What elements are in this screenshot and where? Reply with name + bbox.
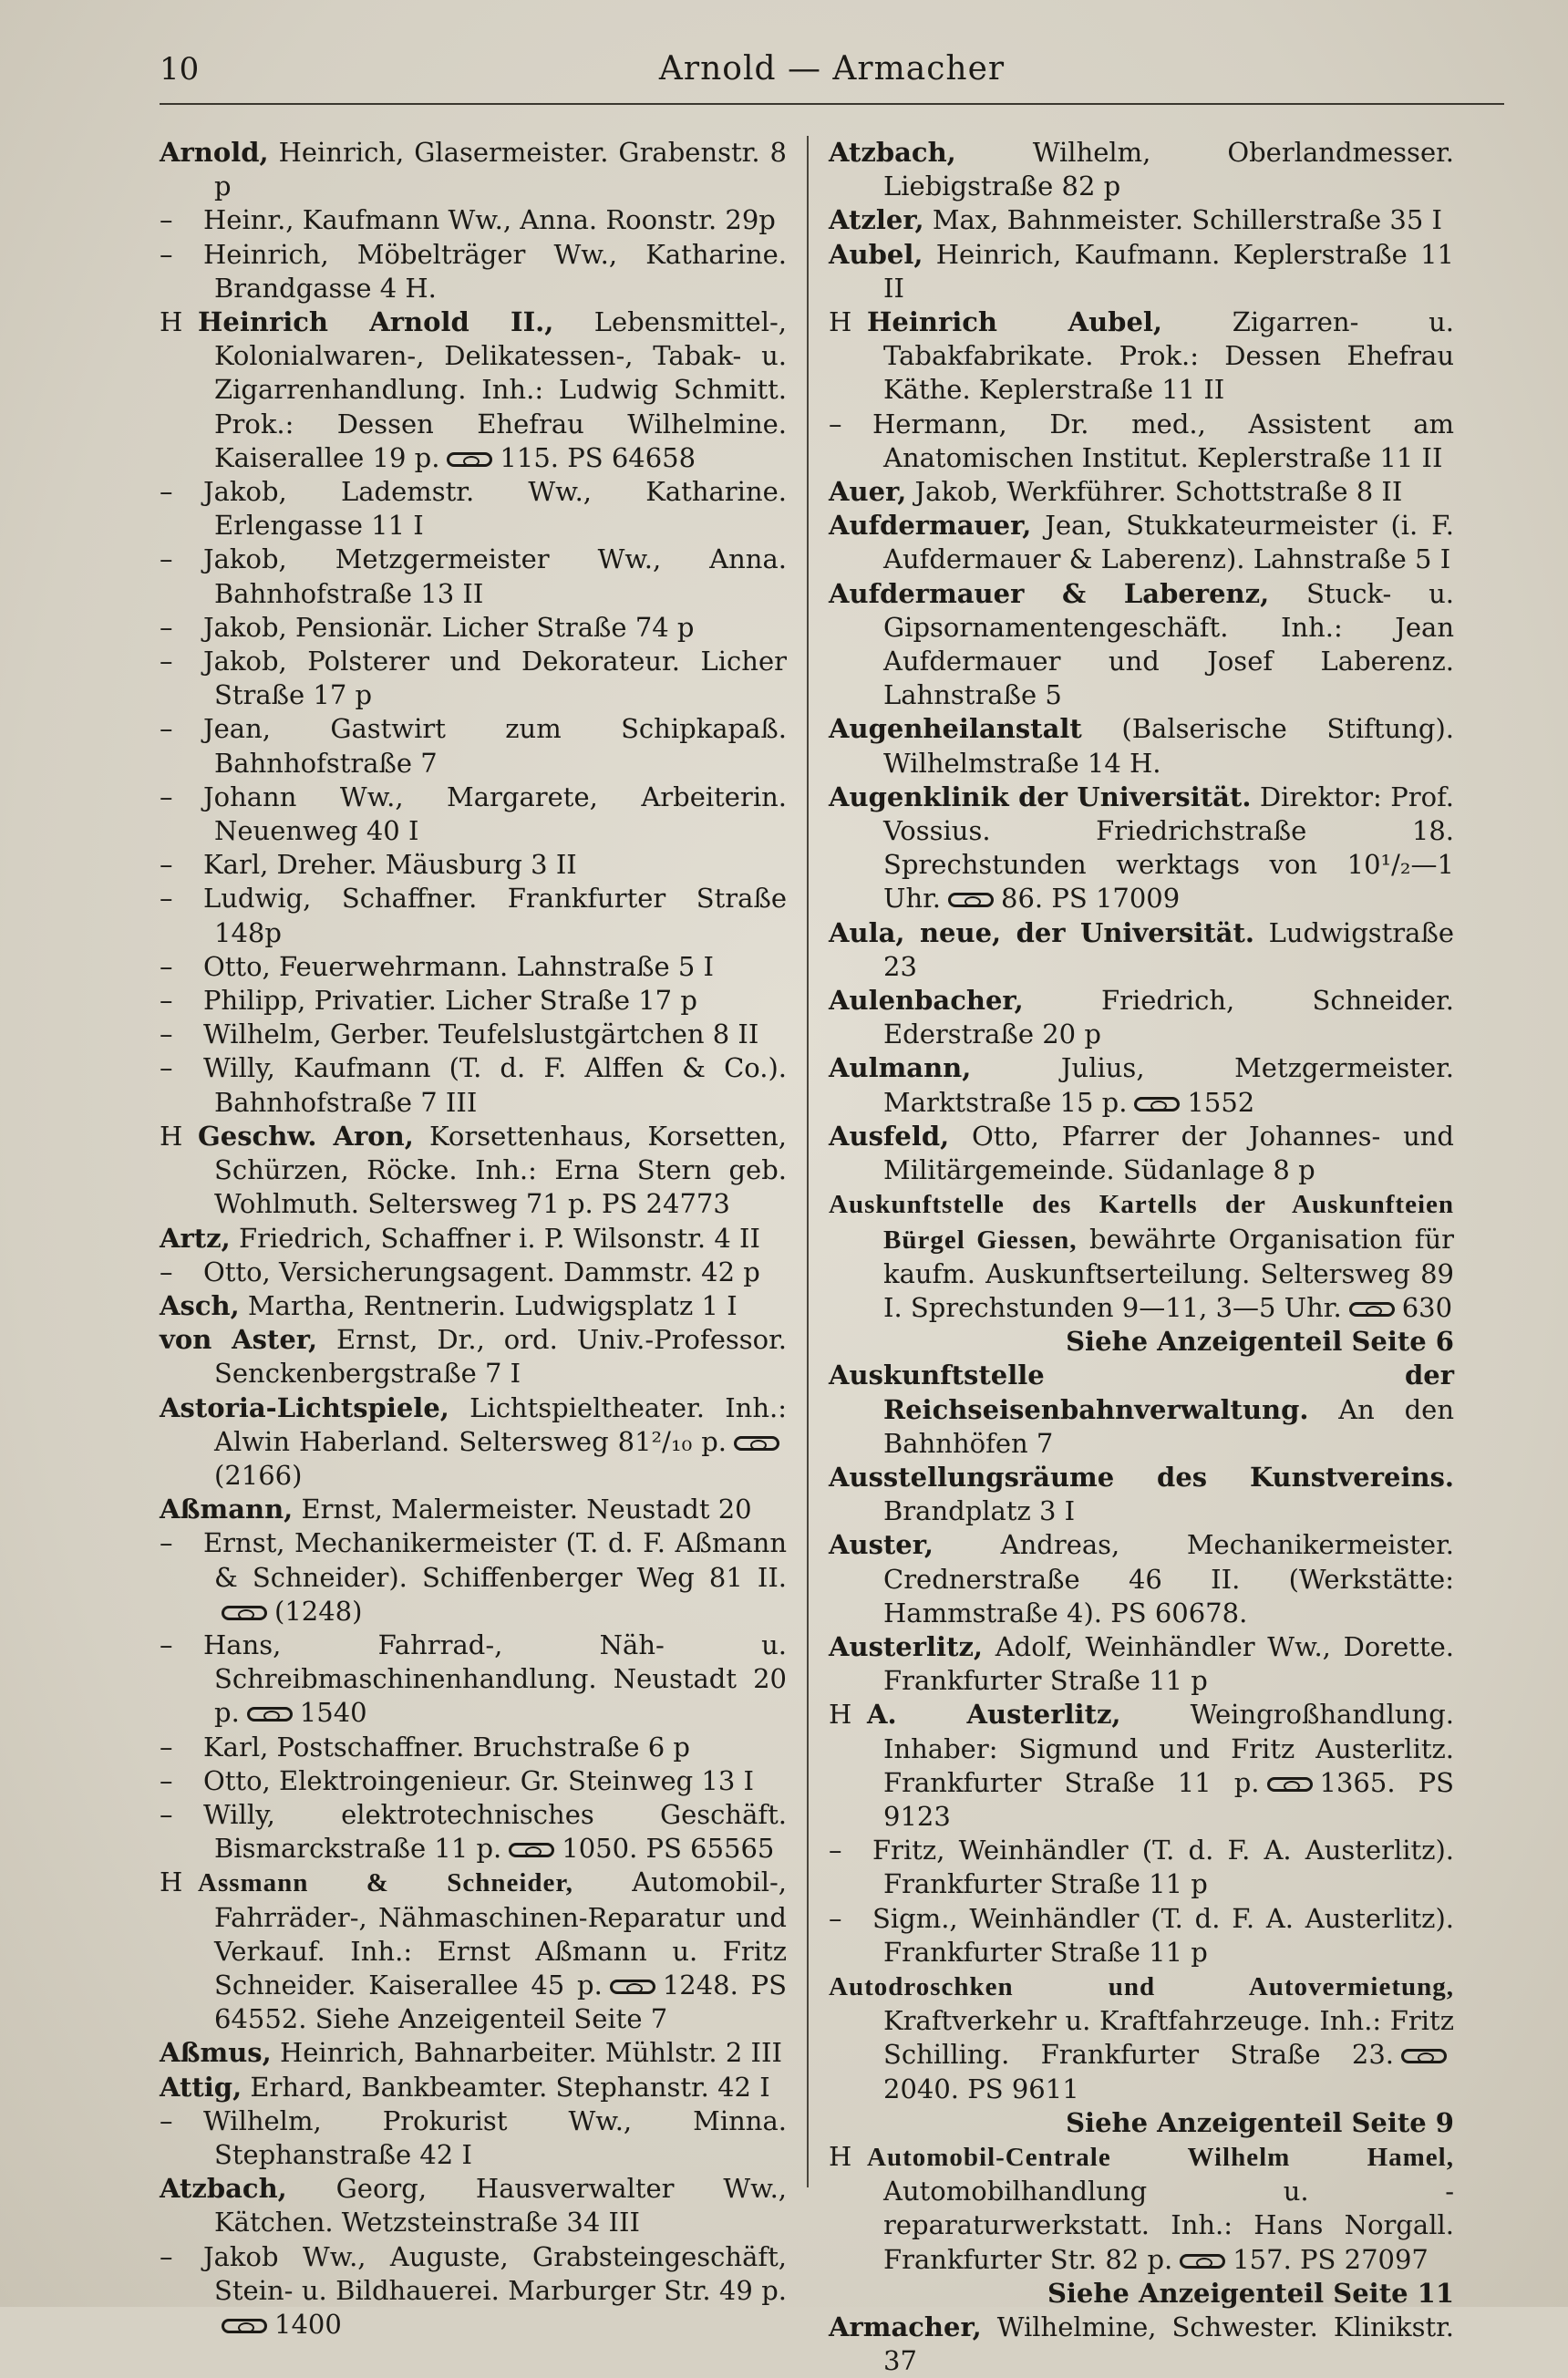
entry-text: Jakob, Polsterer und Dekorateur. Licher Straße 17 p	[203, 646, 787, 711]
entry-text: Lebensmittel-, Kolonialwaren-, Delikatessen-, Tabak- u. Zigarrenhandlung. Inh.: Ludwig Schmitt. Prok.: Dessen Ehefrau Wilhelmine. Kaiserallee 19 p.	[214, 306, 787, 473]
ditto-dash: –	[829, 1835, 842, 1866]
directory-entry	[160, 1120, 787, 1222]
register-mark: H	[160, 1120, 183, 1152]
entry-text: Direktor: Prof. Vossius. Friedrichstraße 18. Sprechstunden werktags von 10¹/₂—1 Uhr.	[883, 781, 1455, 915]
directory-entry	[160, 136, 787, 203]
directory-entry	[829, 984, 1454, 1051]
entry-name: Astoria-Lichtspiele,	[160, 1391, 449, 1423]
directory-entry	[160, 1764, 787, 1798]
entry-text: Heinrich, Bahnarbeiter. Mühlstr. 2 III	[279, 2037, 782, 2069]
entry-text: Erhard, Bankbeamter. Stephanstr. 42 I	[250, 2071, 770, 2103]
directory-entry	[160, 1391, 787, 1494]
columns	[160, 136, 1504, 2377]
entry-text: Johann Ww., Margarete, Arbeiterin. Neuenweg 40 I	[203, 781, 787, 847]
telephone-icon	[1401, 2049, 1447, 2063]
entry-text: Karl, Dreher. Mäusburg 3 II	[203, 849, 577, 881]
ditto-dash: –	[160, 1764, 173, 1796]
phone-number: 1552	[1187, 1086, 1255, 1118]
ditto-dash: –	[160, 1052, 173, 1084]
directory-entry	[160, 950, 787, 984]
entry-text: Heinrich, Glasermeister. Grabenstr. 8 p	[214, 137, 787, 202]
entry-text: Stuck- u. Gipsornamentengeschäft. Inh.: Jean Aufdermauer und Josef Laberenz. Lahnstraße 5	[883, 577, 1454, 711]
entry-text: Friedrich, Schneider. Ederstraße 20 p	[883, 985, 1455, 1050]
entry-text: Willy, elektrotechnisches Geschäft. Bismarckstraße 11 p.	[203, 1798, 787, 1865]
directory-entry	[829, 408, 1454, 475]
phone-number: 115.	[500, 441, 559, 473]
ditto-dash: –	[829, 408, 842, 439]
entry-text: Jakob, Lademstr. Ww., Katharine. Erlengasse 11 I	[203, 476, 787, 542]
entry-name: Aulenbacher,	[829, 985, 1024, 1017]
entry-name: Artz,	[160, 1222, 231, 1254]
directory-entry	[829, 916, 1454, 984]
entry-name: Auer,	[829, 476, 907, 508]
directory-entry	[160, 781, 787, 848]
ditto-dash: –	[160, 2104, 173, 2136]
phone-number: 1540	[299, 1697, 367, 1729]
directory-entry	[829, 1187, 1454, 1325]
ditto-dash: –	[829, 1902, 842, 1934]
directory-entry	[829, 1970, 1454, 2106]
entry-text: Jakob Ww., Auguste, Grabsteingeschäft, Stein- u. Bildhauerei. Marburger Str. 49 p.	[203, 2240, 787, 2306]
directory-entry	[160, 2104, 787, 2172]
entry-text: Willy, Kaufmann (T. d. F. Alffen & Co.). Bahnhofstraße 7 III	[203, 1052, 787, 1118]
entry-name: Atzler,	[829, 204, 924, 236]
register-mark: H	[829, 2140, 852, 2172]
entry-text: Brandplatz 3 I	[883, 1495, 1076, 1527]
entry-text: Ernst, Dr., ord. Univ.-Professor. Senckenbergstraße 7 I	[214, 1324, 787, 1390]
entry-text: Adolf, Weinhändler Ww., Dorette. Frankfurter Straße 11 p	[883, 1630, 1454, 1697]
directory-entry	[160, 1628, 787, 1731]
entry-name: Aufdermauer & Laberenz,	[829, 577, 1270, 609]
entry-text: Heinrich, Kaufmann. Keplerstraße 11 II	[883, 238, 1454, 304]
directory-entry	[160, 1731, 787, 1764]
directory-entry	[160, 238, 787, 305]
directory-entry	[829, 203, 1454, 237]
entry-text: Karl, Postschaffner. Bruchstraße 6 p	[203, 1731, 690, 1763]
entry-text: Fritz, Weinhändler (T. d. F. A. Austerlitz). Frankfurter Straße 11 p	[872, 1835, 1454, 1900]
firm-name: Assmann & Schneider,	[198, 1868, 573, 1898]
entry-name: Ausfeld,	[829, 1120, 950, 1152]
telephone-icon	[948, 893, 994, 907]
entry-text: Jean, Stukkateurmeister (i. F. Aufdermauer & Laberenz). Lahnstraße 5 I	[883, 510, 1454, 575]
ditto-dash: –	[160, 204, 173, 236]
entry-text: Jakob, Pensionär. Licher Straße 74 p	[203, 611, 695, 643]
entry-name: Geschw. Aron,	[198, 1120, 414, 1152]
entry-name: Aulmann,	[829, 1052, 972, 1084]
entry-text: Wilhelmine, Schwester. Klinikstr. 37	[883, 2311, 1454, 2377]
entry-text: Otto, Pfarrer der Johannes- und Militärgemeinde. Südanlage 8 p	[883, 1120, 1454, 1186]
entry-name: Auskunftstelle der Reichseisenbahnverwaltung.	[829, 1360, 1454, 1425]
firm-name: Autodroschken und Autovermietung,	[829, 1971, 1454, 2001]
entry-text: Andreas, Mechanikermeister. Crednerstraße 46 II. (Werkstätte: Hammstraße 4). PS 60678.	[883, 1529, 1454, 1628]
register-mark: H	[829, 1699, 852, 1731]
ditto-dash: –	[160, 849, 173, 881]
entry-name: Attig,	[160, 2071, 242, 2103]
entry-name: Auster,	[829, 1529, 934, 1561]
directory-entry	[160, 1222, 787, 1256]
directory-entry	[160, 543, 787, 610]
ditto-dash: –	[160, 1731, 173, 1763]
ditto-dash: –	[160, 646, 173, 677]
directory-entry	[829, 2140, 1454, 2277]
ditto-dash: –	[160, 543, 173, 575]
entry-text: Wilhelm, Prokurist Ww., Minna. Stephanstraße 42 I	[203, 2104, 787, 2170]
postal-account: PS 64658	[567, 441, 696, 473]
entry-text: Automobil-, Fahrräder-, Nähmaschinen-Reparatur und Verkauf. Inh.: Ernst Aßmann u. Fritz Schneider. Kaiserallee 45 p.	[214, 1866, 788, 2001]
entry-name: Asch,	[160, 1289, 240, 1321]
directory-entry	[160, 1051, 787, 1119]
telephone-icon	[222, 1606, 267, 1620]
directory-entry	[160, 848, 787, 882]
directory-entry	[160, 1018, 787, 1051]
entry-text: Ludwig, Schaffner. Frankfurter Straße 148p	[203, 883, 787, 948]
directory-entry	[160, 2240, 787, 2342]
directory-entry	[829, 577, 1454, 713]
directory-entry	[829, 238, 1454, 305]
directory-entry	[829, 1528, 1454, 1630]
directory-entry	[160, 203, 787, 237]
entry-text: Sigm., Weinhändler (T. d. F. A. Austerlitz). Frankfurter Straße 11 p	[872, 1902, 1454, 1968]
register-mark: H	[160, 1866, 183, 1898]
entry-text: Ernst, Mechanikermeister (T. d. F. Aßmann & Schneider). Schiffenberger Weg 81 II.	[203, 1527, 787, 1593]
phone-number: 1365.	[1319, 1766, 1396, 1798]
entry-text: Jakob, Werkführer. Schottstraße 8 II	[914, 476, 1403, 508]
entry-name: Atzbach,	[829, 137, 956, 168]
entry-text: Jean, Gastwirt zum Schipkapaß. Bahnhofstraße 7	[203, 713, 787, 779]
entry-name: Heinrich Aubel,	[867, 306, 1163, 338]
directory-entry	[160, 611, 787, 645]
phone-number: 86.	[1001, 883, 1044, 915]
ditto-dash: –	[160, 238, 173, 270]
directory-entry	[829, 2311, 1454, 2378]
directory-entry	[160, 1798, 787, 1866]
entry-text: Jakob, Metzgermeister Ww., Anna. Bahnhofstraße 13 II	[203, 543, 787, 609]
firm-name: Auskunftstelle des Kartells der Auskunfteien Bürgel Giessen,	[829, 1190, 1454, 1255]
entry-name: Aßmann,	[160, 1494, 294, 1525]
entry-text: Kraftverkehr u. Kraftfahrzeuge. Inh.: Fritz Schilling. Frankfurter Straße 23.	[883, 2005, 1454, 2071]
directory-entry	[160, 475, 787, 543]
ditto-dash: –	[160, 1527, 173, 1559]
directory-entry	[160, 1323, 787, 1391]
entry-text: Lichtspieltheater. Inh.: Alwin Haberland. Seltersweg 81²/₁₀ p.	[214, 1391, 787, 1457]
directory-entry: Siehe Anzeigenteil Seite 6	[1066, 1326, 1454, 1358]
entry-name: Aula, neue, der Universität.	[829, 916, 1255, 948]
postal-account: PS 9123	[883, 1766, 1455, 1832]
telephone-icon	[610, 1980, 655, 1994]
directory-entry	[160, 1256, 787, 1289]
postal-account: PS 17009	[1051, 883, 1181, 915]
directory-entry	[829, 1461, 1454, 1528]
phone-number: 1400	[274, 2309, 342, 2340]
phone-number: (2166)	[214, 1459, 303, 1491]
phone-number: 157.	[1233, 2243, 1292, 2275]
telephone-icon	[509, 1843, 554, 1857]
entry-text: Martha, Rentnerin. Ludwigsplatz 1 I	[247, 1289, 738, 1321]
phone-number: 2040.	[883, 2073, 960, 2104]
telephone-icon	[222, 2319, 267, 2333]
directory-entry: Siehe Anzeigenteil Seite 9	[1066, 2106, 1454, 2138]
directory-entry	[829, 1698, 1454, 1834]
directory-entry	[829, 475, 1454, 509]
ditto-dash: –	[160, 476, 173, 508]
directory-entry	[160, 305, 787, 475]
ditto-dash: –	[160, 1256, 173, 1287]
entry-text: Wilhelm, Oberlandmesser. Liebigstraße 82 p	[883, 137, 1454, 202]
telephone-icon	[1267, 1777, 1313, 1792]
entry-name: Aufdermauer,	[829, 510, 1032, 542]
directory-entry	[829, 1902, 1454, 1970]
ditto-dash: –	[160, 1628, 173, 1660]
running-head: Arnold — Armacher	[658, 50, 1006, 88]
entry-text: bewährte Organisation für kaufm. Auskunftserteilung. Seltersweg 89 I. Sprechstunden 9—11, 3—5 Uhr.	[883, 1223, 1454, 1323]
register-mark: H	[829, 306, 852, 338]
entry-name: Austerlitz,	[829, 1630, 984, 1662]
directory-entry	[829, 136, 1454, 203]
entry-text: Max, Bahnmeister. Schillerstraße 35 I	[932, 204, 1442, 236]
entry-text: Friedrich, Schaffner i. P. Wilsonstr. 4 II	[238, 1222, 760, 1254]
directory-entry	[160, 984, 787, 1018]
firm-name: Automobil-Centrale Wilhelm Hamel,	[867, 2142, 1454, 2172]
directory-entry	[829, 1359, 1454, 1461]
entry-text: Korsettenhaus, Korsetten, Schürzen, Röcke. Inh.: Erna Stern geb. Wohlmuth. Seltersweg 71 p. PS 24773	[214, 1120, 788, 1220]
ditto-dash: –	[160, 985, 173, 1017]
entry-name: Augenheilanstalt	[829, 713, 1082, 745]
telephone-icon	[1349, 1302, 1395, 1317]
entry-text: Hans, Fahrrad-, Näh- u. Schreibmaschinenhandlung. Neustadt 20 p.	[203, 1628, 787, 1729]
phone-number: 1248.	[662, 1969, 738, 2001]
directory-entry	[160, 2071, 787, 2104]
postal-account: PS 65565	[645, 1833, 775, 1865]
entry-text: Ludwigstraße 23	[883, 916, 1454, 982]
directory-entry	[829, 1120, 1454, 1187]
directory-entry	[829, 305, 1454, 408]
telephone-icon	[447, 452, 492, 467]
directory-entry	[829, 1834, 1454, 1901]
ditto-dash: –	[160, 1018, 173, 1050]
entry-name: Heinrich Arnold II.,	[198, 306, 554, 338]
entry-text: Heinrich, Möbelträger Ww., Katharine. Brandgasse 4 H.	[203, 238, 787, 304]
directory-entry	[160, 1493, 787, 1526]
entry-text: Zigarren- u. Tabakfabrikate. Prok.: Dessen Ehefrau Käthe. Keplerstraße 11 II	[883, 306, 1454, 406]
entry-name: Atzbach,	[160, 2173, 287, 2205]
directory-entry	[160, 712, 787, 780]
telephone-icon	[247, 1707, 293, 1721]
left-column	[160, 136, 807, 2340]
ditto-dash: –	[160, 950, 173, 982]
phone-number: 1050.	[562, 1833, 638, 1865]
entry-text: Georg, Hausverwalter Ww., Kätchen. Wetzsteinstraße 34 III	[214, 2173, 788, 2238]
directory-entry	[829, 509, 1454, 576]
entry-name: von Aster,	[160, 1324, 318, 1356]
entry-text: Otto, Feuerwehrmann. Lahnstraße 5 I	[203, 950, 714, 982]
telephone-icon	[1134, 1097, 1180, 1111]
entry-text: Philipp, Privatier. Licher Straße 17 p	[203, 985, 697, 1017]
ditto-dash: –	[160, 1798, 173, 1830]
entry-name: Arnold,	[160, 137, 269, 168]
entry-text: Ernst, Malermeister. Neustadt 20	[301, 1494, 752, 1525]
entry-name: Aubel,	[829, 238, 923, 270]
entry-text: Weingroßhandlung. Inhaber: Sigmund und Fritz Austerlitz. Frankfurter Straße 11 p.	[883, 1699, 1454, 1798]
entry-name: A. Austerlitz,	[867, 1699, 1121, 1731]
page-header	[160, 50, 1504, 105]
right-column	[807, 136, 1455, 2377]
entry-text: Otto, Elektroingenieur. Gr. Steinweg 13 I	[203, 1764, 754, 1796]
phone-number: (1248)	[274, 1595, 363, 1627]
directory-entry	[160, 1866, 787, 2036]
telephone-icon	[1180, 2254, 1225, 2269]
page-number: 10	[160, 51, 200, 88]
directory-entry	[160, 645, 787, 712]
directory-entry	[160, 882, 787, 949]
ditto-dash: –	[160, 2240, 173, 2272]
postal-account: PS 64552. Siehe Anzeigenteil Seite 7	[214, 1969, 787, 2035]
entry-text: Heinr., Kaufmann Ww., Anna. Roonstr. 29p	[203, 204, 776, 236]
ditto-dash: –	[160, 781, 173, 812]
postal-account: PS 27097	[1300, 2243, 1429, 2275]
directory-entry	[829, 781, 1454, 916]
entry-text: An den Bahnhöfen 7	[883, 1393, 1454, 1459]
entry-text: Otto, Versicherungsagent. Dammstr. 42 p	[203, 1256, 760, 1287]
directory-entry	[829, 712, 1454, 780]
ditto-dash: –	[160, 713, 173, 745]
register-mark: H	[160, 306, 183, 338]
ditto-dash: –	[160, 883, 173, 915]
directory-entry	[160, 1289, 787, 1323]
phone-number: 630	[1401, 1291, 1453, 1323]
entry-text: Automobilhandlung u. -reparaturwerkstatt. Inh.: Hans Norgall. Frankfurter Str. 82 p.	[883, 2176, 1454, 2275]
telephone-icon	[734, 1436, 779, 1451]
directory-entry	[829, 1051, 1454, 1119]
directory-entry	[160, 2172, 787, 2239]
directory-entry	[160, 2036, 787, 2070]
entry-name: Armacher,	[829, 2311, 982, 2342]
postal-account: PS 9611	[967, 2073, 1079, 2104]
directory-entry	[160, 1526, 787, 1628]
directory-entry: Siehe Anzeigenteil Seite 11	[1047, 2277, 1454, 2309]
directory-entry	[829, 1630, 1454, 1698]
entry-name: Ausstellungsräume des Kunstvereins.	[829, 1461, 1454, 1493]
entry-name: Aßmus,	[160, 2037, 272, 2069]
entry-text: Julius, Metzgermeister. Marktstraße 15 p.	[883, 1052, 1454, 1118]
entry-text: (Balserische Stiftung). Wilhelmstraße 14 H.	[883, 713, 1455, 779]
entry-name: Augenklinik der Universität.	[829, 781, 1252, 812]
ditto-dash: –	[160, 611, 173, 643]
entry-text: Wilhelm, Gerber. Teufelslustgärtchen 8 II	[203, 1018, 759, 1050]
entry-text: Hermann, Dr. med., Assistent am Anatomischen Institut. Keplerstraße 11 II	[872, 408, 1454, 473]
